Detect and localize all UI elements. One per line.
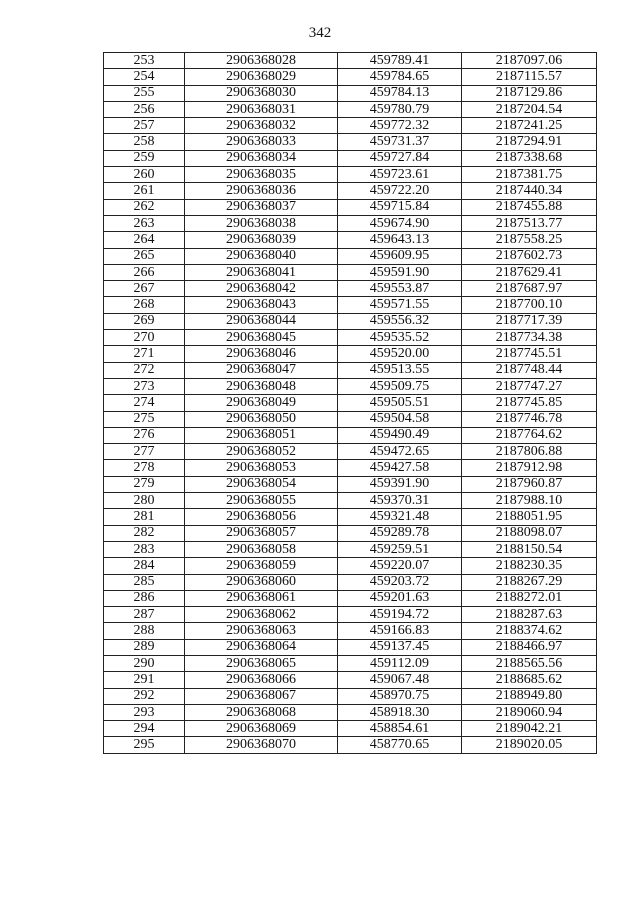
x-coordinate-cell: 458854.61 xyxy=(338,721,462,737)
point-number-cell: 289 xyxy=(104,639,185,655)
x-coordinate-cell: 459166.83 xyxy=(338,623,462,639)
point-id-cell: 2906368053 xyxy=(185,460,338,476)
point-number-cell: 263 xyxy=(104,215,185,231)
x-coordinate-cell: 459513.55 xyxy=(338,362,462,378)
x-coordinate-cell: 459643.13 xyxy=(338,232,462,248)
point-number-cell: 283 xyxy=(104,541,185,557)
table-row xyxy=(104,150,597,166)
point-number-cell: 256 xyxy=(104,101,185,117)
point-id-cell: 2906368056 xyxy=(185,509,338,525)
x-coordinate-cell: 459504.58 xyxy=(338,411,462,427)
y-coordinate-cell: 2188949.80 xyxy=(462,688,597,704)
point-id-cell: 2906368046 xyxy=(185,346,338,362)
point-number-cell: 284 xyxy=(104,558,185,574)
point-id-cell: 2906368058 xyxy=(185,541,338,557)
table-row xyxy=(104,493,597,509)
point-number-cell: 290 xyxy=(104,655,185,671)
table-row xyxy=(104,427,597,443)
table-row xyxy=(104,134,597,150)
table-row xyxy=(104,85,597,101)
y-coordinate-cell: 2188150.54 xyxy=(462,541,597,557)
y-coordinate-cell: 2187338.68 xyxy=(462,150,597,166)
y-coordinate-cell: 2187629.41 xyxy=(462,264,597,280)
point-id-cell: 2906368055 xyxy=(185,493,338,509)
table-row xyxy=(104,623,597,639)
table-row xyxy=(104,525,597,541)
table-row xyxy=(104,248,597,264)
y-coordinate-cell: 2187440.34 xyxy=(462,183,597,199)
point-number-cell: 262 xyxy=(104,199,185,215)
point-number-cell: 257 xyxy=(104,118,185,134)
y-coordinate-cell: 2187747.27 xyxy=(462,378,597,394)
point-id-cell: 2906368029 xyxy=(185,69,338,85)
y-coordinate-cell: 2188267.29 xyxy=(462,574,597,590)
x-coordinate-cell: 459391.90 xyxy=(338,476,462,492)
point-id-cell: 2906368049 xyxy=(185,395,338,411)
y-coordinate-cell: 2188565.56 xyxy=(462,655,597,671)
x-coordinate-cell: 459520.00 xyxy=(338,346,462,362)
point-id-cell: 2906368048 xyxy=(185,378,338,394)
y-coordinate-cell: 2188272.01 xyxy=(462,590,597,606)
x-coordinate-cell: 459723.61 xyxy=(338,167,462,183)
point-number-cell: 280 xyxy=(104,493,185,509)
point-number-cell: 268 xyxy=(104,297,185,313)
point-number-cell: 260 xyxy=(104,167,185,183)
x-coordinate-cell: 458970.75 xyxy=(338,688,462,704)
point-number-cell: 272 xyxy=(104,362,185,378)
point-id-cell: 2906368036 xyxy=(185,183,338,199)
coordinates-table xyxy=(103,52,597,754)
point-id-cell: 2906368057 xyxy=(185,525,338,541)
point-id-cell: 2906368050 xyxy=(185,411,338,427)
table-body xyxy=(104,53,597,754)
point-number-cell: 273 xyxy=(104,378,185,394)
y-coordinate-cell: 2188051.95 xyxy=(462,509,597,525)
point-id-cell: 2906368028 xyxy=(185,53,338,69)
table-row xyxy=(104,444,597,460)
x-coordinate-cell: 459553.87 xyxy=(338,281,462,297)
x-coordinate-cell: 458770.65 xyxy=(338,737,462,753)
x-coordinate-cell: 459427.58 xyxy=(338,460,462,476)
x-coordinate-cell: 459715.84 xyxy=(338,199,462,215)
point-number-cell: 264 xyxy=(104,232,185,248)
point-number-cell: 294 xyxy=(104,721,185,737)
point-id-cell: 2906368047 xyxy=(185,362,338,378)
point-number-cell: 279 xyxy=(104,476,185,492)
y-coordinate-cell: 2187745.85 xyxy=(462,395,597,411)
y-coordinate-cell: 2187097.06 xyxy=(462,53,597,69)
x-coordinate-cell: 459472.65 xyxy=(338,444,462,460)
point-number-cell: 266 xyxy=(104,264,185,280)
x-coordinate-cell: 459535.52 xyxy=(338,330,462,346)
y-coordinate-cell: 2187115.57 xyxy=(462,69,597,85)
x-coordinate-cell: 459772.32 xyxy=(338,118,462,134)
y-coordinate-cell: 2187960.87 xyxy=(462,476,597,492)
point-id-cell: 2906368031 xyxy=(185,101,338,117)
point-number-cell: 270 xyxy=(104,330,185,346)
x-coordinate-cell: 459194.72 xyxy=(338,607,462,623)
point-number-cell: 276 xyxy=(104,427,185,443)
table-row xyxy=(104,215,597,231)
x-coordinate-cell: 459784.13 xyxy=(338,85,462,101)
x-coordinate-cell: 459490.49 xyxy=(338,427,462,443)
y-coordinate-cell: 2187746.78 xyxy=(462,411,597,427)
point-id-cell: 2906368030 xyxy=(185,85,338,101)
x-coordinate-cell: 459727.84 xyxy=(338,150,462,166)
point-number-cell: 269 xyxy=(104,313,185,329)
point-number-cell: 295 xyxy=(104,737,185,753)
x-coordinate-cell: 459674.90 xyxy=(338,215,462,231)
table-row xyxy=(104,655,597,671)
point-id-cell: 2906368059 xyxy=(185,558,338,574)
x-coordinate-cell: 459067.48 xyxy=(338,672,462,688)
x-coordinate-cell: 459609.95 xyxy=(338,248,462,264)
y-coordinate-cell: 2187988.10 xyxy=(462,493,597,509)
point-number-cell: 293 xyxy=(104,704,185,720)
x-coordinate-cell: 459289.78 xyxy=(338,525,462,541)
point-number-cell: 255 xyxy=(104,85,185,101)
table-row xyxy=(104,281,597,297)
y-coordinate-cell: 2187748.44 xyxy=(462,362,597,378)
point-id-cell: 2906368061 xyxy=(185,590,338,606)
point-number-cell: 265 xyxy=(104,248,185,264)
y-coordinate-cell: 2187294.91 xyxy=(462,134,597,150)
table-row xyxy=(104,476,597,492)
y-coordinate-cell: 2187764.62 xyxy=(462,427,597,443)
point-number-cell: 285 xyxy=(104,574,185,590)
point-id-cell: 2906368043 xyxy=(185,297,338,313)
x-coordinate-cell: 459722.20 xyxy=(338,183,462,199)
point-number-cell: 287 xyxy=(104,607,185,623)
y-coordinate-cell: 2187806.88 xyxy=(462,444,597,460)
table-row xyxy=(104,330,597,346)
point-id-cell: 2906368052 xyxy=(185,444,338,460)
point-number-cell: 254 xyxy=(104,69,185,85)
table-row xyxy=(104,297,597,313)
point-id-cell: 2906368051 xyxy=(185,427,338,443)
x-coordinate-cell: 459505.51 xyxy=(338,395,462,411)
table-row xyxy=(104,199,597,215)
table-row xyxy=(104,411,597,427)
y-coordinate-cell: 2189020.05 xyxy=(462,737,597,753)
point-id-cell: 2906368064 xyxy=(185,639,338,655)
x-coordinate-cell: 459731.37 xyxy=(338,134,462,150)
x-coordinate-cell: 459112.09 xyxy=(338,655,462,671)
point-number-cell: 259 xyxy=(104,150,185,166)
table-row xyxy=(104,346,597,362)
point-id-cell: 2906368033 xyxy=(185,134,338,150)
table-row xyxy=(104,688,597,704)
table-row xyxy=(104,101,597,117)
y-coordinate-cell: 2188098.07 xyxy=(462,525,597,541)
x-coordinate-cell: 459203.72 xyxy=(338,574,462,590)
table-row xyxy=(104,672,597,688)
point-number-cell: 274 xyxy=(104,395,185,411)
point-id-cell: 2906368035 xyxy=(185,167,338,183)
x-coordinate-cell: 459789.41 xyxy=(338,53,462,69)
y-coordinate-cell: 2189060.94 xyxy=(462,704,597,720)
point-number-cell: 291 xyxy=(104,672,185,688)
table-row xyxy=(104,558,597,574)
y-coordinate-cell: 2187513.77 xyxy=(462,215,597,231)
table-row xyxy=(104,541,597,557)
table-row xyxy=(104,264,597,280)
point-id-cell: 2906368042 xyxy=(185,281,338,297)
x-coordinate-cell: 458918.30 xyxy=(338,704,462,720)
point-number-cell: 281 xyxy=(104,509,185,525)
x-coordinate-cell: 459137.45 xyxy=(338,639,462,655)
table-row xyxy=(104,313,597,329)
table-row xyxy=(104,590,597,606)
point-number-cell: 288 xyxy=(104,623,185,639)
point-number-cell: 267 xyxy=(104,281,185,297)
table-row xyxy=(104,607,597,623)
x-coordinate-cell: 459201.63 xyxy=(338,590,462,606)
point-id-cell: 2906368038 xyxy=(185,215,338,231)
y-coordinate-cell: 2187129.86 xyxy=(462,85,597,101)
y-coordinate-cell: 2187745.51 xyxy=(462,346,597,362)
point-number-cell: 292 xyxy=(104,688,185,704)
table-row xyxy=(104,574,597,590)
y-coordinate-cell: 2187381.75 xyxy=(462,167,597,183)
x-coordinate-cell: 459370.31 xyxy=(338,493,462,509)
point-id-cell: 2906368063 xyxy=(185,623,338,639)
point-number-cell: 253 xyxy=(104,53,185,69)
y-coordinate-cell: 2188466.97 xyxy=(462,639,597,655)
point-id-cell: 2906368067 xyxy=(185,688,338,704)
point-id-cell: 2906368062 xyxy=(185,607,338,623)
point-id-cell: 2906368039 xyxy=(185,232,338,248)
table-row xyxy=(104,118,597,134)
table-row xyxy=(104,53,597,69)
y-coordinate-cell: 2187241.25 xyxy=(462,118,597,134)
y-coordinate-cell: 2189042.21 xyxy=(462,721,597,737)
y-coordinate-cell: 2187602.73 xyxy=(462,248,597,264)
y-coordinate-cell: 2187687.97 xyxy=(462,281,597,297)
point-id-cell: 2906368066 xyxy=(185,672,338,688)
point-id-cell: 2906368032 xyxy=(185,118,338,134)
point-number-cell: 261 xyxy=(104,183,185,199)
x-coordinate-cell: 459591.90 xyxy=(338,264,462,280)
point-id-cell: 2906368037 xyxy=(185,199,338,215)
y-coordinate-cell: 2187717.39 xyxy=(462,313,597,329)
y-coordinate-cell: 2188374.62 xyxy=(462,623,597,639)
table-row xyxy=(104,737,597,753)
point-id-cell: 2906368040 xyxy=(185,248,338,264)
point-id-cell: 2906368065 xyxy=(185,655,338,671)
x-coordinate-cell: 459780.79 xyxy=(338,101,462,117)
x-coordinate-cell: 459571.55 xyxy=(338,297,462,313)
point-number-cell: 275 xyxy=(104,411,185,427)
y-coordinate-cell: 2188230.35 xyxy=(462,558,597,574)
y-coordinate-cell: 2188287.63 xyxy=(462,607,597,623)
point-number-cell: 277 xyxy=(104,444,185,460)
page-number: 342 xyxy=(308,25,332,41)
table-row xyxy=(104,721,597,737)
point-id-cell: 2906368041 xyxy=(185,264,338,280)
table-row xyxy=(104,183,597,199)
y-coordinate-cell: 2187558.25 xyxy=(462,232,597,248)
x-coordinate-cell: 459784.65 xyxy=(338,69,462,85)
table-row xyxy=(104,460,597,476)
x-coordinate-cell: 459220.07 xyxy=(338,558,462,574)
point-id-cell: 2906368044 xyxy=(185,313,338,329)
x-coordinate-cell: 459259.51 xyxy=(338,541,462,557)
x-coordinate-cell: 459509.75 xyxy=(338,378,462,394)
table-row xyxy=(104,362,597,378)
y-coordinate-cell: 2187204.54 xyxy=(462,101,597,117)
table-row xyxy=(104,232,597,248)
point-id-cell: 2906368054 xyxy=(185,476,338,492)
point-number-cell: 282 xyxy=(104,525,185,541)
y-coordinate-cell: 2187912.98 xyxy=(462,460,597,476)
point-number-cell: 271 xyxy=(104,346,185,362)
x-coordinate-cell: 459556.32 xyxy=(338,313,462,329)
point-id-cell: 2906368068 xyxy=(185,704,338,720)
point-id-cell: 2906368070 xyxy=(185,737,338,753)
table-row xyxy=(104,509,597,525)
point-number-cell: 278 xyxy=(104,460,185,476)
point-number-cell: 286 xyxy=(104,590,185,606)
point-id-cell: 2906368060 xyxy=(185,574,338,590)
table-row xyxy=(104,378,597,394)
table-row xyxy=(104,395,597,411)
point-id-cell: 2906368069 xyxy=(185,721,338,737)
point-id-cell: 2906368034 xyxy=(185,150,338,166)
point-number-cell: 258 xyxy=(104,134,185,150)
table-row xyxy=(104,704,597,720)
y-coordinate-cell: 2187455.88 xyxy=(462,199,597,215)
table-row xyxy=(104,167,597,183)
table-row xyxy=(104,639,597,655)
y-coordinate-cell: 2187700.10 xyxy=(462,297,597,313)
x-coordinate-cell: 459321.48 xyxy=(338,509,462,525)
table-row xyxy=(104,69,597,85)
y-coordinate-cell: 2188685.62 xyxy=(462,672,597,688)
point-id-cell: 2906368045 xyxy=(185,330,338,346)
y-coordinate-cell: 2187734.38 xyxy=(462,330,597,346)
